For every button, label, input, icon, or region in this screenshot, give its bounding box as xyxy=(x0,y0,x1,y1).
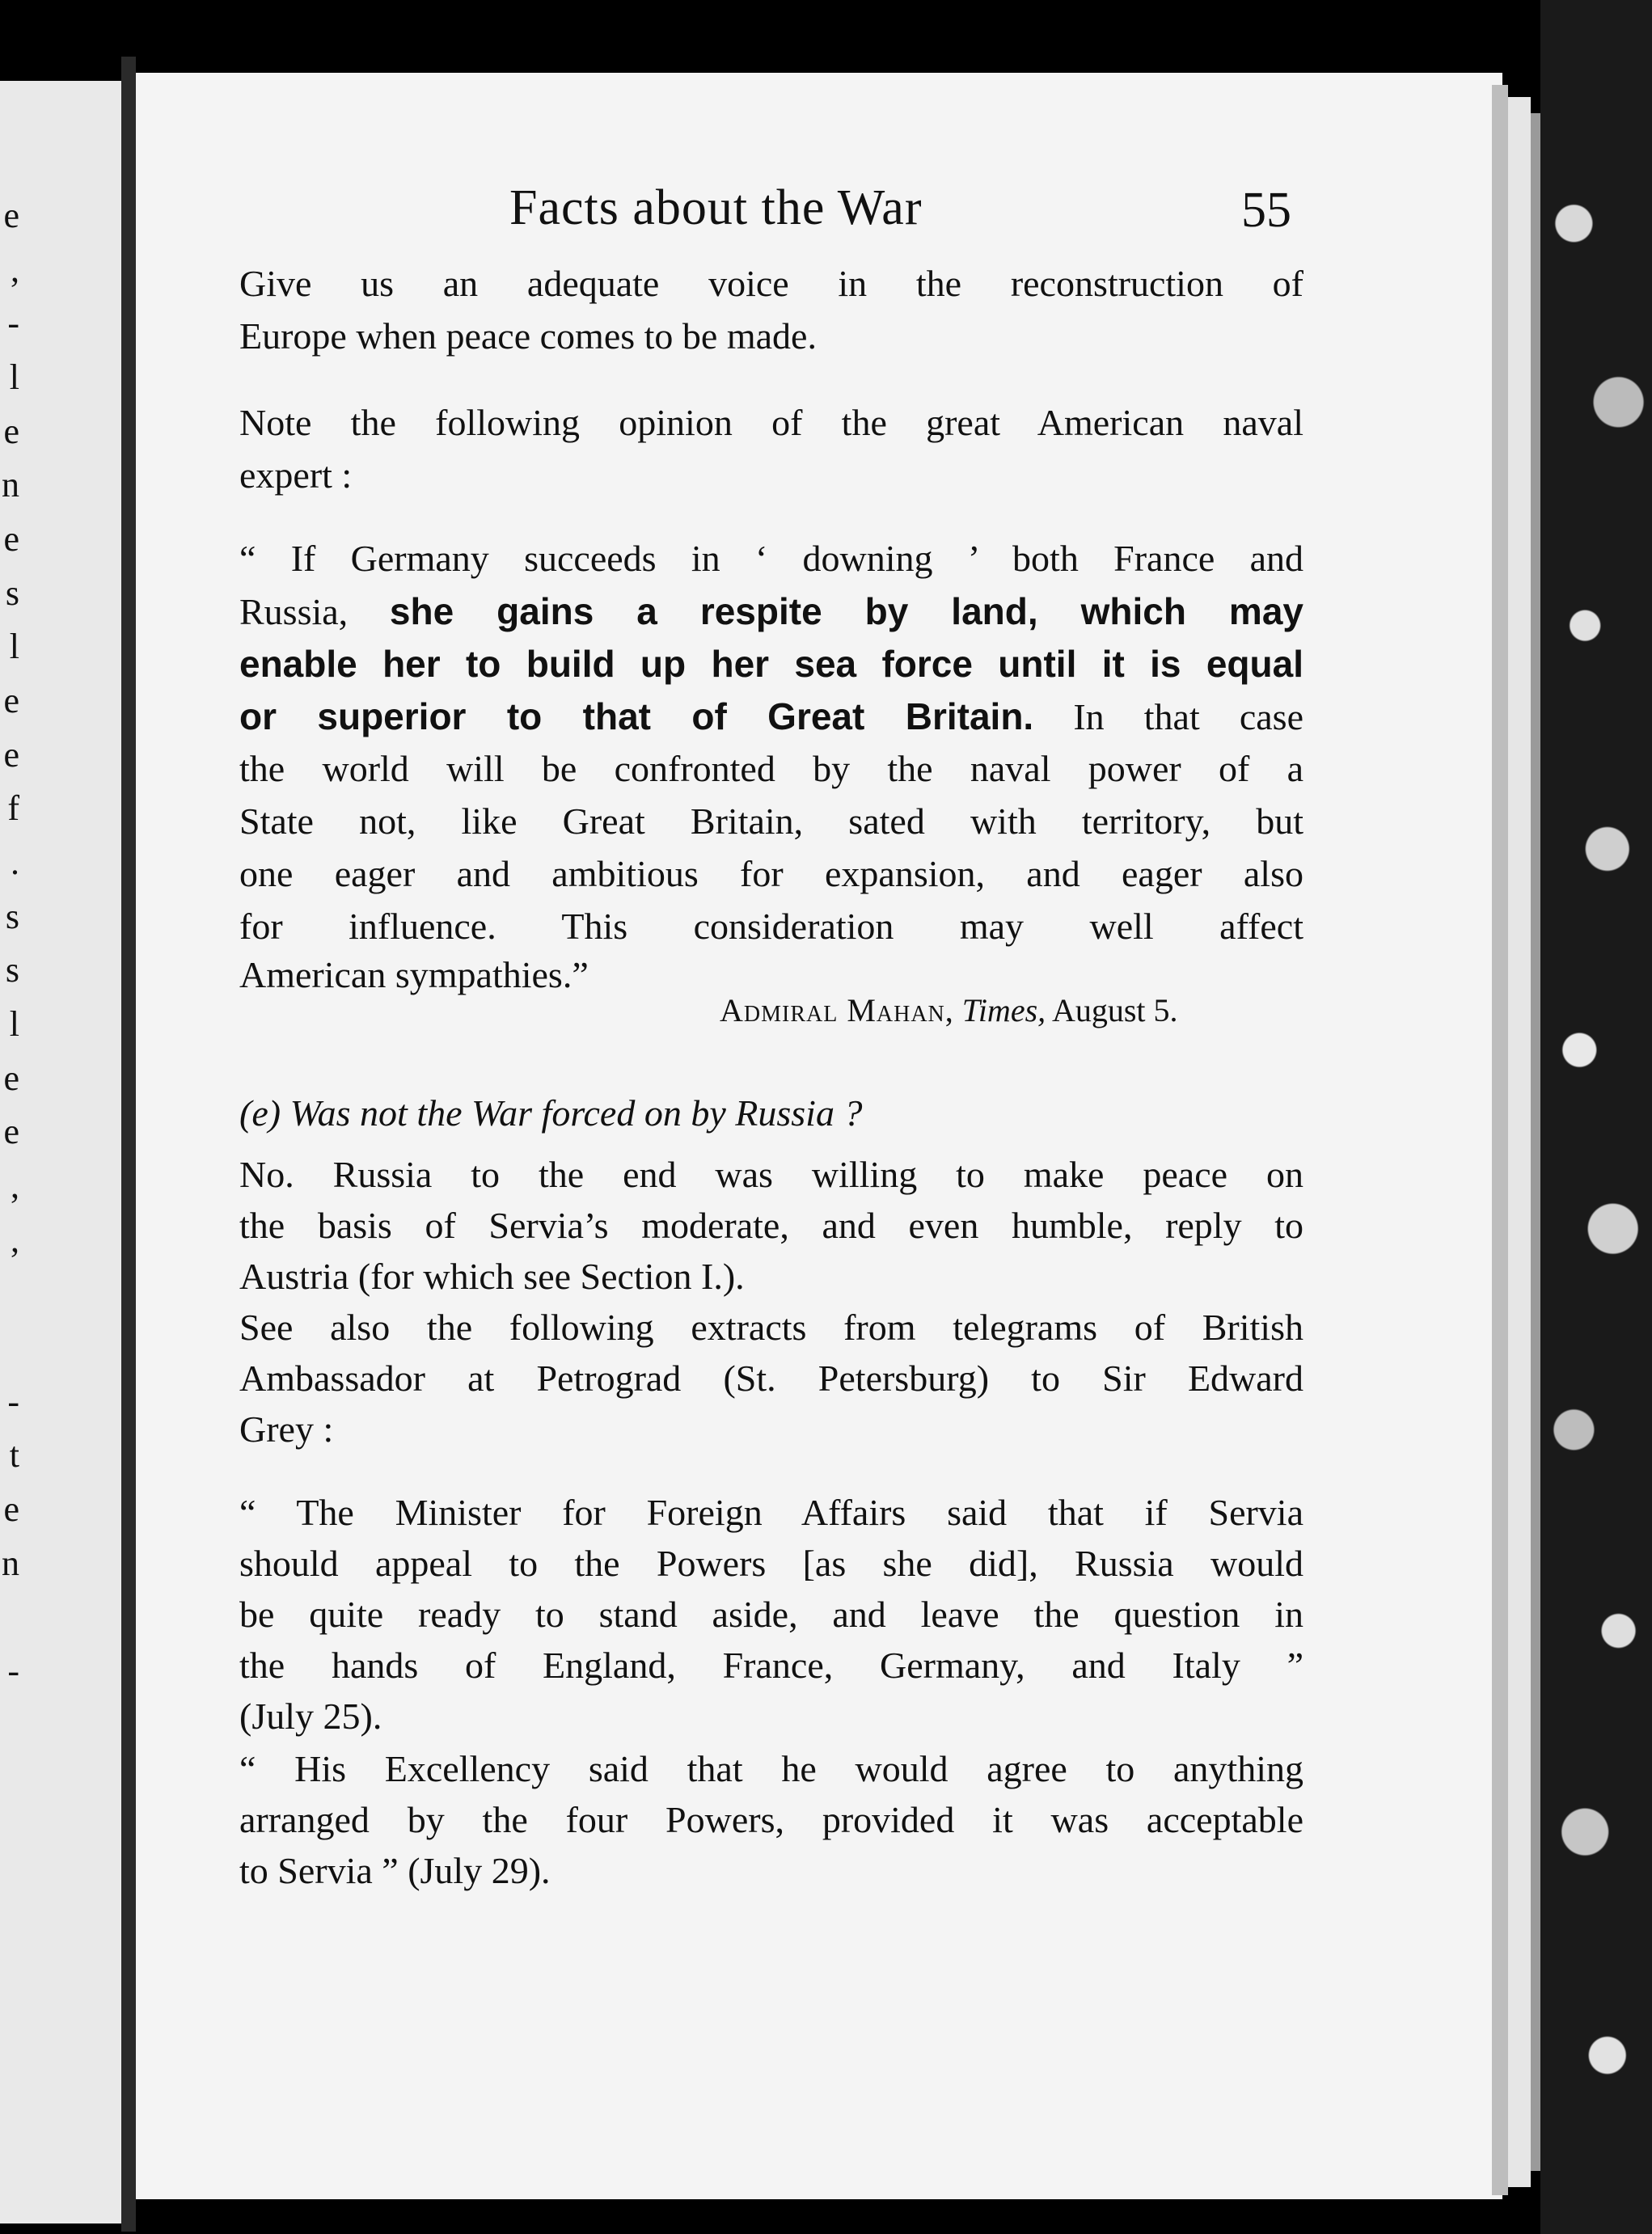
facing-page-char: l xyxy=(9,627,19,666)
quote-attribution xyxy=(720,991,1178,1029)
attribution-source: Times, xyxy=(961,992,1046,1028)
quote-line: the hands of England, France, Germany, and Italy ” xyxy=(239,1645,1303,1686)
quote-text: Russia, xyxy=(239,591,390,632)
page-number: 55 xyxy=(1241,183,1291,238)
quote-line: arranged by the four Powers, provided it was acceptable xyxy=(239,1799,1303,1840)
facing-page-char: e xyxy=(3,735,19,775)
facing-page-char: . xyxy=(11,843,19,882)
quote-line: “ His Excellency said that he would agree to anything xyxy=(239,1748,1303,1789)
facing-page-char: s xyxy=(5,573,19,613)
facing-page-char: f xyxy=(7,788,19,828)
facing-page-char: e xyxy=(3,1489,19,1529)
book-gutter xyxy=(121,57,136,2232)
quote-emphasis-line: enable her to build up her sea force until it is equal xyxy=(239,643,1303,685)
quote-line: should appeal to the Powers [as she did], Russia would xyxy=(239,1543,1303,1584)
facing-page-char: l xyxy=(9,357,19,397)
quote-line: to Servia ” (July 29). xyxy=(239,1850,551,1891)
quote-line: for influence. This consideration may well affect xyxy=(239,906,1303,947)
facing-page-left xyxy=(0,81,121,2223)
body-line: Grey : xyxy=(239,1408,334,1450)
quote-line: “ If Germany succeeds in ‘ downing ’ both France and xyxy=(239,538,1303,579)
page-edge xyxy=(1531,113,1540,2171)
quote-line: American sympathies.” xyxy=(239,954,589,995)
running-title: Facts about the War xyxy=(509,180,923,235)
facing-page-char: s xyxy=(5,897,19,936)
facing-page-char: , xyxy=(11,250,19,289)
body-line: Note the following opinion of the great American naval xyxy=(239,402,1303,443)
quote-line: one eager and ambitious for expansion, and eager also xyxy=(239,853,1303,894)
page-edge xyxy=(1508,97,1531,2187)
body-line: Austria (for which see Section I.). xyxy=(239,1256,745,1297)
quote-line: State not, like Great Britain, sated with territory, but xyxy=(239,800,1303,842)
quote-line xyxy=(239,695,1303,737)
body-line: expert : xyxy=(239,454,353,496)
quote-text: In that case xyxy=(1033,696,1303,737)
quote-emphasis: she gains a respite by land, which may xyxy=(389,590,1304,632)
facing-page-char: t xyxy=(9,1435,19,1475)
facing-page-char: - xyxy=(7,303,19,343)
body-line: the basis of Servia’s moderate, and even humble, reply to xyxy=(239,1205,1303,1246)
facing-page-char: e xyxy=(3,196,19,235)
facing-page-text-fragments xyxy=(0,81,24,2223)
facing-page-char: e xyxy=(3,1112,19,1151)
attribution-name: Admiral Mahan, xyxy=(720,992,954,1028)
section-heading xyxy=(239,1092,862,1134)
facing-page-char: n xyxy=(2,1544,19,1583)
quote-emphasis: or superior to that of Great Britain. xyxy=(239,695,1034,737)
body-line: Europe when peace comes to be made. xyxy=(239,315,817,357)
body-line: See also the following extracts from telegrams of British xyxy=(239,1307,1303,1348)
facing-page-char: e xyxy=(3,1058,19,1098)
section-title: Was not the War forced on by Russia ? xyxy=(289,1092,863,1134)
facing-page-char: e xyxy=(3,412,19,451)
quote-line: “ The Minister for Foreign Affairs said that if Servia xyxy=(239,1492,1303,1533)
facing-page-char: e xyxy=(3,681,19,720)
body-line: No. Russia to the end was willing to make peace on xyxy=(239,1154,1303,1195)
quote-line: be quite ready to stand aside, and leave the question in xyxy=(239,1594,1303,1635)
facing-page-char: , xyxy=(11,1166,19,1206)
facing-page-char: l xyxy=(9,1004,19,1044)
facing-page-char: - xyxy=(7,1382,19,1421)
facing-page-char: s xyxy=(5,950,19,990)
facing-page-char: n xyxy=(2,465,19,505)
quote-line: (July 25). xyxy=(239,1696,382,1737)
marbled-endpaper xyxy=(1540,0,1652,2234)
section-label: (e) xyxy=(239,1092,281,1134)
body-line: Ambassador at Petrograd (St. Petersburg) to Sir Edward xyxy=(239,1358,1303,1399)
quote-line xyxy=(239,590,1304,632)
facing-page-char: , xyxy=(11,1220,19,1260)
body-line: Give us an adequate voice in the reconstruction of xyxy=(239,263,1303,304)
quote-line: the world will be confronted by the naval power of a xyxy=(239,748,1303,789)
facing-page-char: e xyxy=(3,519,19,559)
attribution-date: August 5. xyxy=(1051,992,1178,1028)
facing-page-char: - xyxy=(7,1651,19,1691)
page-edge xyxy=(1492,85,1508,2195)
